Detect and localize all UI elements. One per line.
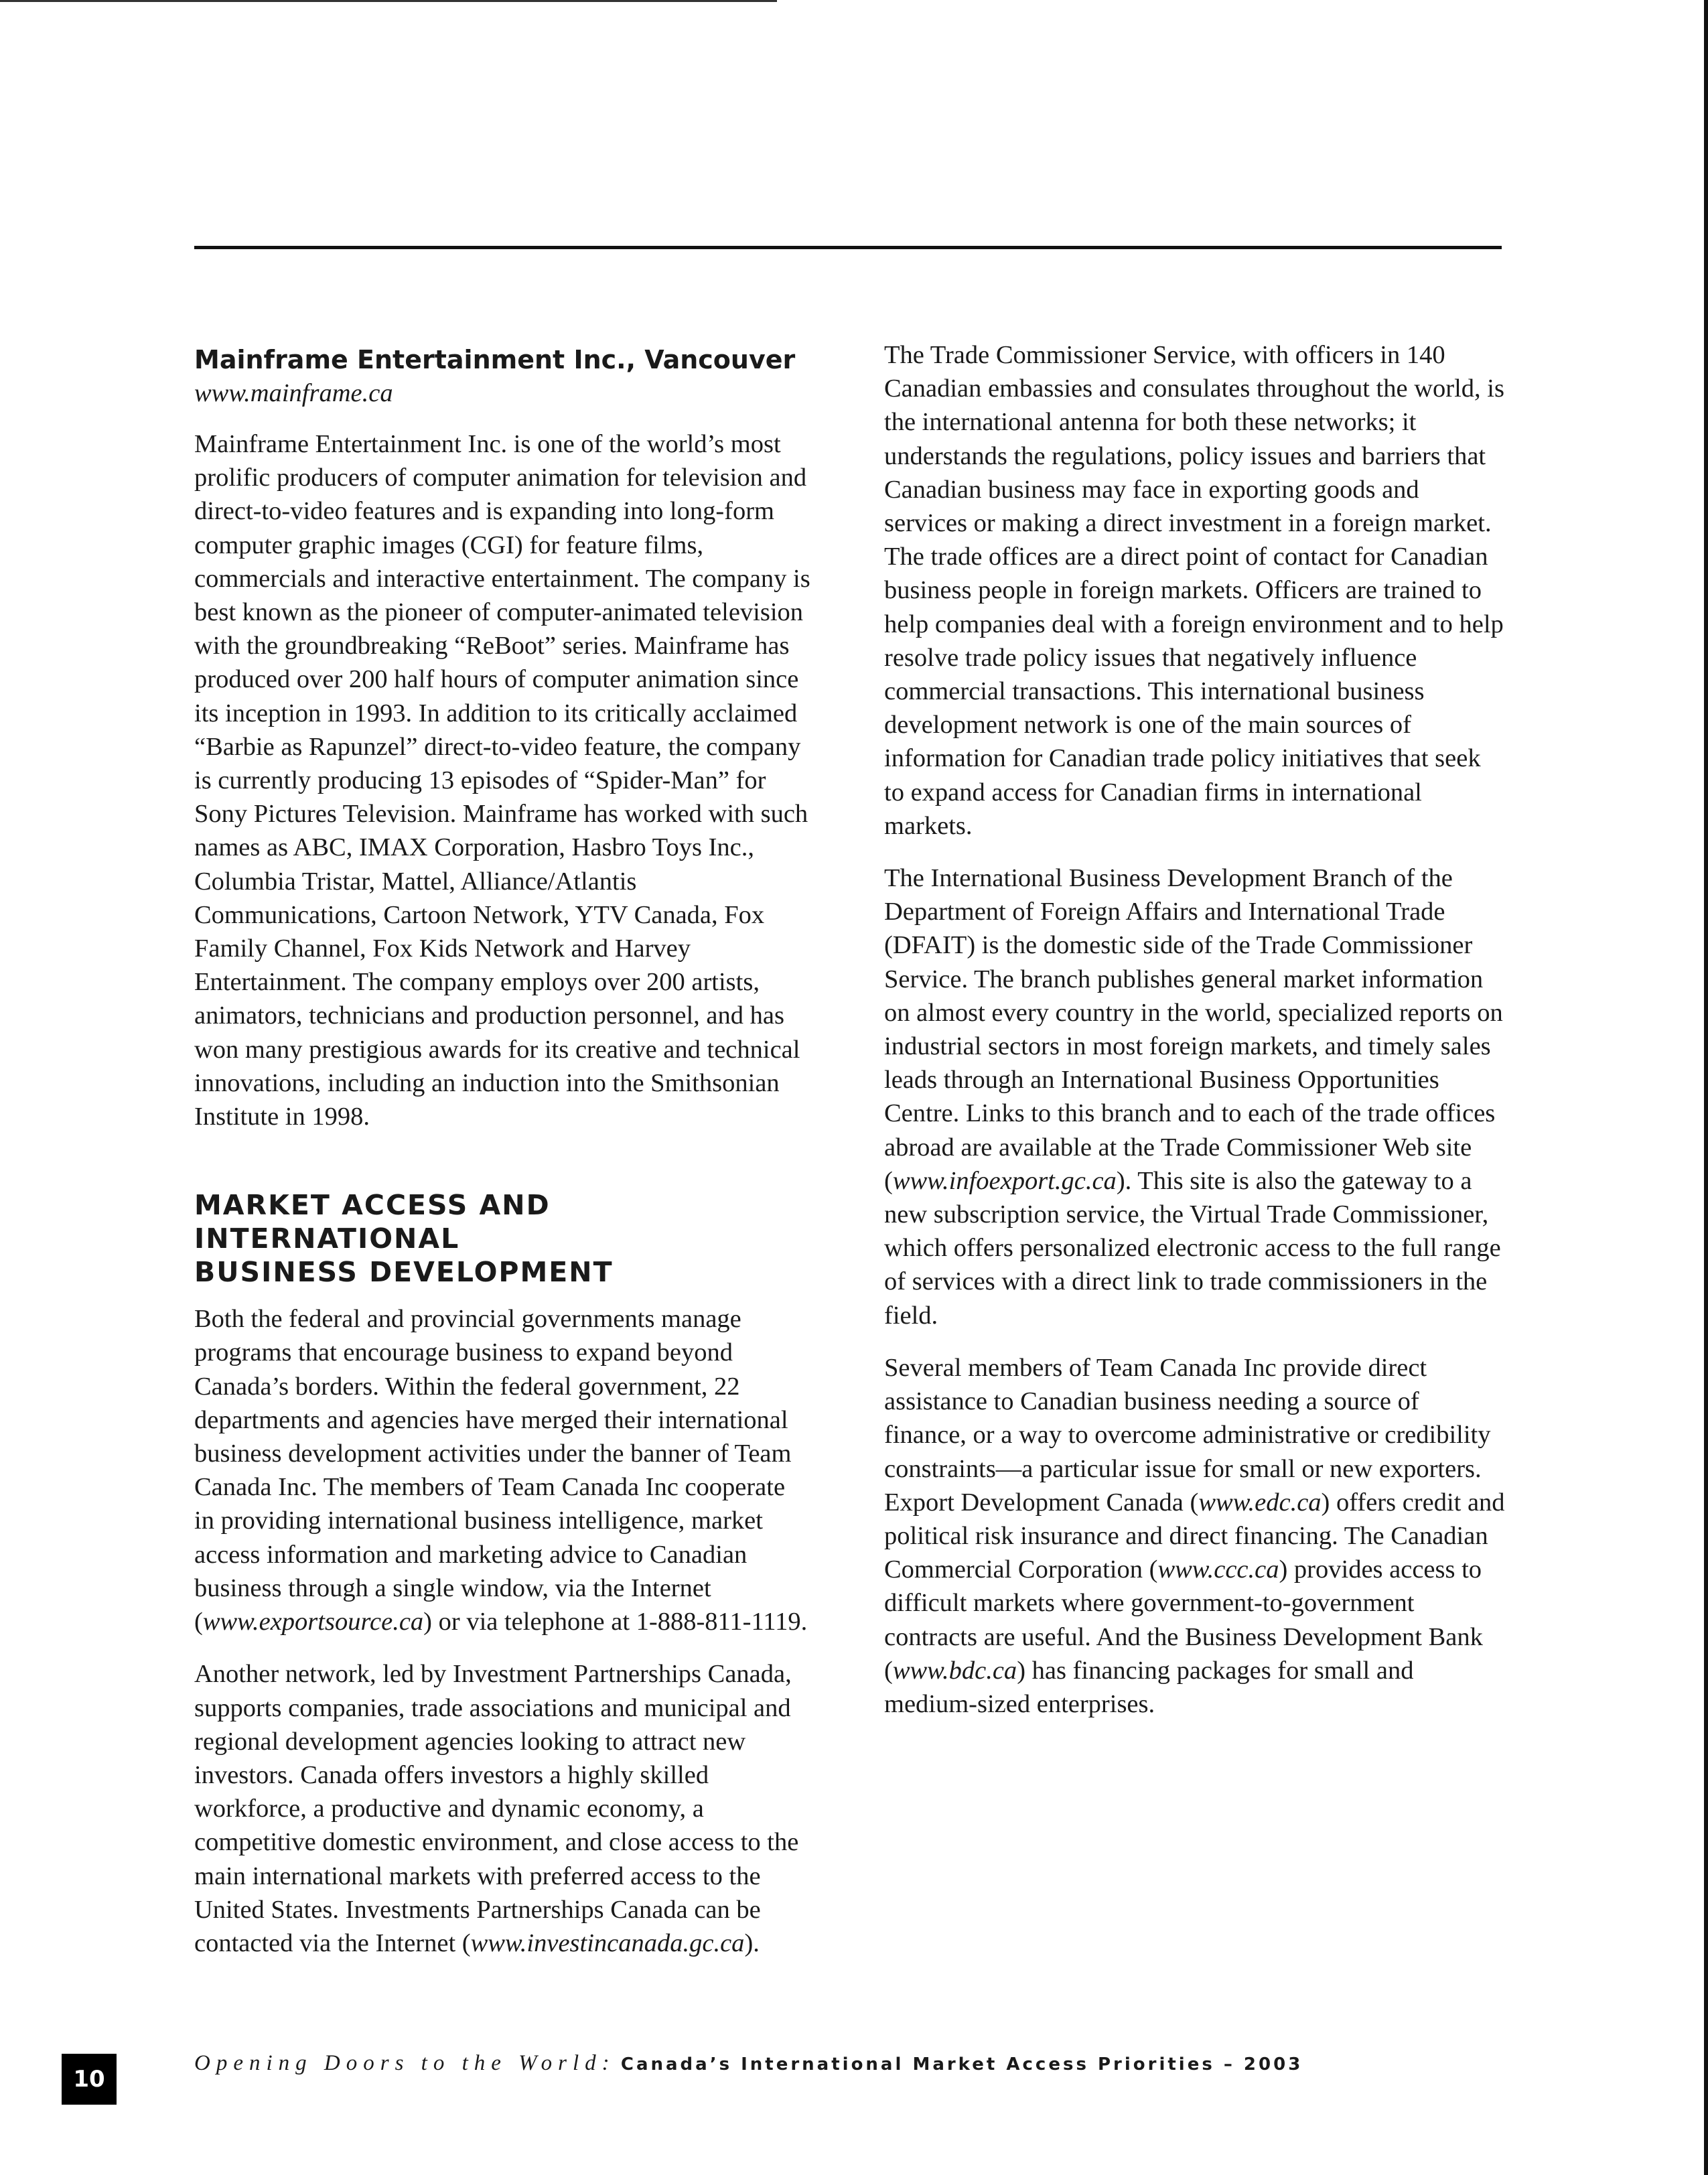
edc-link[interactable]: www.edc.ca (1198, 1488, 1322, 1517)
company-description: Mainframe Entertainment Inc. is one of the world’s most prolific producers of computer animation for television and direct-to-video features and is expanding into long-form computer graphic images (CGI) for feature films, commercials and interactive entertainment. The company is best known as the pioneer of computer-animated television with the groundbreaking “ReBoot” series. Mainframe has produced over 200 half hours of computer animation since its inception in 1993. In addition to its critically acclaimed “Barbie as Rapunzel” direct-to-video feature, the company is currently producing 13 episodes of “Spider-Man” for Sony Pictures Television. Mainframe has worked with such names as ABC, IMAX Corporation, Hasbro Toys Inc., Columbia Tristar, Mattel, Alliance/Atlantis Communications, Cartoon Network, YTV Canada, Fox Family Channel, Fox Kids Network and Harvey Entertainment. The company employs over 200 artists, animators, technicians and production personnel, and has won many prestigious awards for its creative and technical innovations, including an induction into the Smithsonian Institute in 1998. (194, 430, 810, 1131)
page-number: 10 (62, 2054, 117, 2105)
section-heading (194, 1188, 810, 1289)
exportsource-link[interactable]: www.exportsource.ca (202, 1608, 424, 1636)
scan-top-line (0, 0, 777, 2)
right-column (884, 338, 1507, 1740)
bdc-link[interactable]: www.bdc.ca (892, 1656, 1017, 1685)
scan-right-edge (1704, 0, 1708, 2175)
section-heading-line2: BUSINESS DEVELOPMENT (194, 1256, 614, 1289)
paragraph-ibd-branch: The International Business Development Branch of the Department of Foreign Affairs and International Trade (DFAIT) is the domestic side of the Trade Commissioner Service. The branch publishes general market information on almost every country in the world, specialized reports on industrial sectors in most foreign markets, and timely sales leads through an International Business Opportunities Centre. Links to this branch and to each of the trade offices abroad are available at the Trade Commissioner Web site (www.infoexport.gc.ca). This site is also the gateway to a new subscription service, the Virtual Trade Commissioner, which offers personalized electronic access to the full range of services with a direct link to trade commissioners in the field. (884, 864, 1503, 1330)
investincanada-link[interactable]: www.investincanada.gc.ca (470, 1928, 745, 1957)
left-column (194, 343, 810, 1960)
paragraph-investment-partnerships: Another network, led by Investment Partnerships Canada, supports companies, trade associations and municipal and regional development agencies looking to attract new investors. Canada offers investors a highly skilled workforce, a productive and dynamic economy, a competitive domestic environment, and close access to the main international markets with preferred access to the United States. Investments Partnerships Canada can be contacted via the Internet (www.investincanada.gc.ca). (194, 1660, 799, 1957)
footer-title-rest: Canada’s International Market Access Priorities – 2003 (620, 2054, 1303, 2075)
paragraph-trade-commissioner: The Trade Commissioner Service, with officers in 140 Canadian embassies and consulates throughout the world, is the international antenna for both these networks; it understands the regulations, policy issues and barriers that Canadian business may face in exporting goods and services or making a direct investment in a foreign market. The trade offices are a direct point of contact for Canadian business people in foreign markets. Officers are trained to help companies deal with a foreign environment and to help resolve trade policy issues that negatively influence commercial transactions. This international business development network is one of the main sources of information for Canadian trade policy initiatives that seek to expand access for Canadian firms in international markets. (884, 341, 1504, 840)
running-footer (194, 2051, 1303, 2076)
paragraph-team-canada: Both the federal and provincial governments manage programs that encourage business to expand beyond Canada’s borders. Within the federal government, 22 departments and agencies have merged their international business development activities under the banner of Team Canada Inc. The members of Team Canada Inc cooperate in providing international business intelligence, market access information and marketing advice to Canadian business through a single window, via the Internet (www.exportsource.ca) or via telephone at 1-888-811-1119. (194, 1305, 808, 1636)
header-rule (194, 246, 1502, 249)
infoexport-link[interactable]: www.infoexport.gc.ca (892, 1166, 1117, 1195)
company-title: Mainframe Entertainment Inc., Vancouver (194, 345, 796, 374)
paragraph-financing: Several members of Team Canada Inc provide direct assistance to Canadian business needing a source of finance, or a way to overcome administrative or credibility constraints—a particular issue for small or new exporters. Export Development Canada (www.edc.ca) offers credit and political risk insurance and direct financing. The Canadian Commercial Corporation (www.ccc.ca) provides access to difficult markets where government-to-government contracts are useful. And the Business Development Bank (www.bdc.ca) has financing packages for small and medium-sized enterprises. (884, 1353, 1505, 1718)
section-heading-line1: MARKET ACCESS AND INTERNATIONAL (194, 1189, 551, 1255)
footer-title-italic: Opening Doors to the World: (194, 2051, 616, 2075)
company-url[interactable]: www.mainframe.ca (194, 379, 393, 407)
ccc-link[interactable]: www.ccc.ca (1157, 1555, 1279, 1584)
